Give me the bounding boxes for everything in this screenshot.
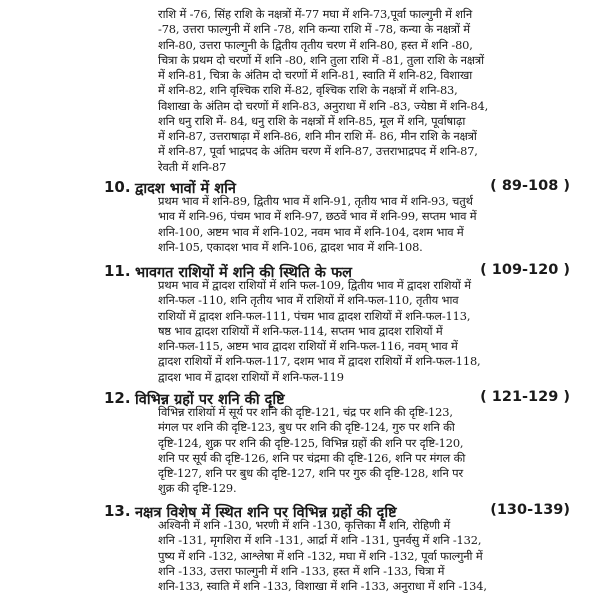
- section-12-body: विभिन्न राशियों में सूर्य पर शनि की दृष्टि-121, चंद्र पर शनि की दृष्टि-123, मंगल पर शनि की दृष्टि-123, बुध पर शनि की दृष्टि-124, गुरु पर शनि की दृष्टि-124, शुक्र पर शनि की दृष्टि-125, विभिन्न ग्रहों की शनि पर दृष्टि-120, शनि पर सूर्य की दृष्टि-126, शनि पर चंद्रमा की दृष्टि-126, शनि पर मंगल की दृष्टि-127, शनि पर बुध की दृष्टि-127, शनि पर गुरु की दृष्टि-128, शनि पर शुक्र की दृष्टि-129.: [158, 405, 466, 496]
- section-title: विभिन्न ग्रहों पर शनि की दृष्टि: [135, 392, 285, 408]
- section-title: भावगत राशियों में शनि की स्थिति के फल: [135, 265, 353, 281]
- section-number: 10.: [104, 178, 131, 196]
- section-11-body: प्रथम भाव में द्वादश राशियों में शनि फल-109, द्वितीय भाव में द्वादश राशियों में शनि-फल -110, शनि तृतीय भाव में राशियों में शनि-फल-110, तृतीय भाव राशियों में द्वादश शनि-फल-111, पंचम भाव द्वादश राशियों में शनि-फल-113, षष्ठ भाव द्वादश राशियों में शनि-फल-114, सप्तम भाव द्वादश राशियों में शनि-फल-115, अष्टम भाव द्वादश राशियों में शनि-फल-116, नवम् भाव में द्वादश राशियों में शनि-फल-117, दशम भाव में द्वादश राशियों में शनि-फल-118, द्वादश भाव में द्वादश राशियों में शनि-फल-119: [158, 278, 481, 384]
- section-pages: ( 89-108 ): [490, 178, 570, 194]
- intro-text: राशि में -76, सिंह राशि के नक्षत्रों में-77 मघा में शनि-73,पूर्वा फाल्गुनी में शनि -78, उत्तरा फाल्गुनी में शनि -78, शनि कन्या राशि में -78, कन्या के नक्षत्रों में शनि-80, उत्तरा फाल्गुनी के द्वितीय तृतीय चरण में शनि-80, हस्त में शनि -80, चित्रा के प्रथम दो चरणों में शनि -80, शनि तुला राशि में -81, तुला राशि के नक्षत्रों में शनि-81, चित्रा के अंतिम दो चरणों में शनि-81, स्वाति में शनि-82, विशाखा में शनि-82, शनि वृश्चिक राशि में-82, वृश्चिक राशि के नक्षत्रों में शनि-83, विशाखा के अंतिम दो चरणों में शनि-83, अनुराधा में शनि -83, ज्येष्ठा में शनि-84, शनि धनु राशि में- 84, धनु राशि के नक्षत्रों में शनि-85, मूल में शनि, पूर्वाषाढ़ा में शनि-87, उत्तराषाढ़ा में शनि-86, शनि मीन राशि में- 86, मीन राशि के नक्षत्रों में शनि-87, पूर्वा भाद्रपद के अंतिम चरण में शनि-87, उत्तराभाद्रपद में शनि-87, रेवती में शनि-87: [158, 7, 489, 174]
- section-title: द्वादश भावों में शनि: [135, 181, 236, 197]
- section-10-body: प्रथम भाव में शनि-89, द्वितीय भाव में शनि-91, तृतीय भाव में शनि-93, चतुर्थ भाव में शनि-96, पंचम भाव में शनि-97, छठवें भाव में शनि-99, सप्तम भाव में शनि-100, अष्टम भाव में शनि-102, नवम भाव में शनि-104, दशम भाव में शनि-105, एकादश भाव में शनि-106, द्वादश भाव में शनि-108.: [158, 194, 477, 254]
- section-pages: ( 121-129 ): [480, 389, 570, 405]
- section-pages: (130-139): [490, 502, 570, 518]
- section-number: 13.: [104, 502, 131, 520]
- section-title: नक्षत्र विशेष में स्थित शनि पर विभिन्न ग्रहों की दृष्टि: [135, 505, 397, 521]
- section-13-body: अश्विनी में शनि -130, भरणी में शनि -130, कृत्तिका में शनि, रोहिणी में शनि -131, मृगशिरा में शनि -131, आर्द्रा में शनि -131, पुनर्वसु में शनि -132, पुष्य में शनि -132, आश्लेषा में शनि -132, मघा में शनि -132, पूर्वा फाल्गुनी में शनि -133, उत्तरा फाल्गुनी में शनि -133, हस्त में शनि -133, चित्रा में शनि-133, स्वाति में शनि -133, विशाखा में शनि -133, अनुराधा में शनि -134,: [158, 518, 487, 593]
- section-pages: ( 109-120 ): [480, 262, 570, 278]
- section-number: 12.: [104, 389, 131, 407]
- section-number: 11.: [104, 262, 131, 280]
